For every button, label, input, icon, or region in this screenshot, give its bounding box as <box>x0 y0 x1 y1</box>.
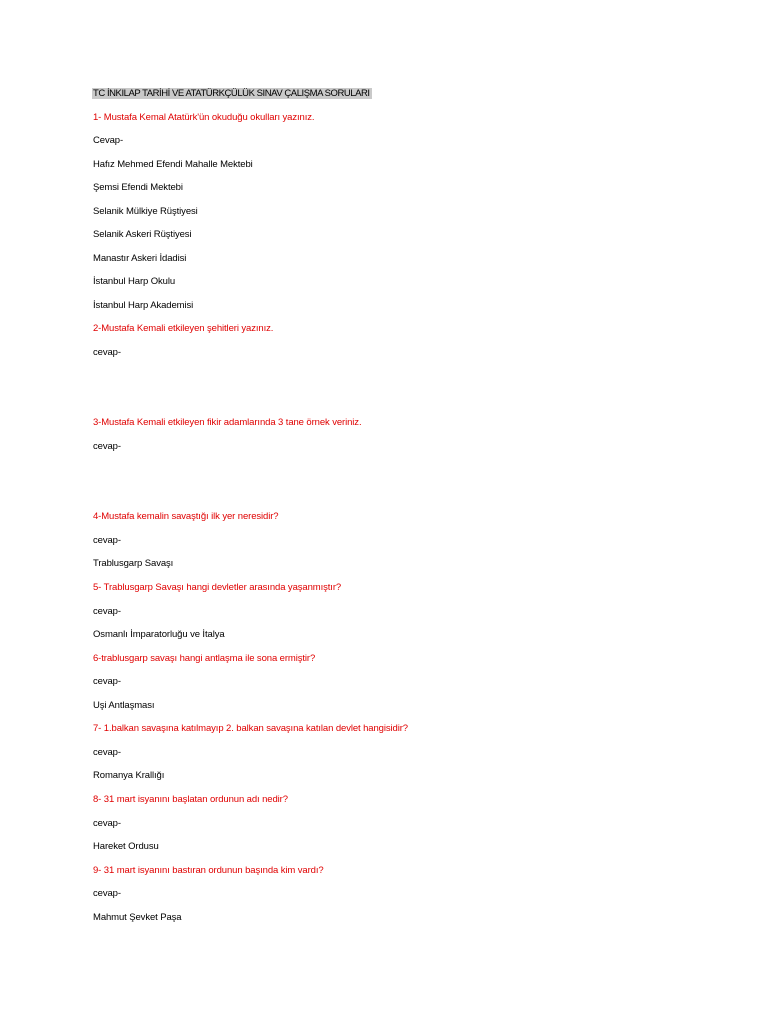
answer-label-4: cevap- <box>93 535 121 546</box>
answer-9: Mahmut Şevket Paşa <box>93 912 182 923</box>
question-9: 9- 31 mart isyanını bastıran ordunun başında kim vardı? <box>93 865 324 876</box>
answer-label-1: Cevap- <box>93 135 124 146</box>
answer-5: Osmanlı İmparatorluğu ve İtalya <box>93 629 225 640</box>
answer-4: Trablusgarp Savaşı <box>93 558 174 569</box>
document-title: TC İNKILAP TARİHİ VE ATATÜRKÇÜLÜK SINAV ÇALIŞMA SORULARI <box>93 88 370 99</box>
answer-1-school-4: Selanik Askeri Rüştiyesi <box>93 229 192 240</box>
answer-6: Uşi Antlaşması <box>93 700 155 711</box>
answer-label-3: cevap- <box>93 441 121 452</box>
answer-1-school-3: Selanik Mülkiye Rüştiyesi <box>93 206 198 217</box>
question-7: 7- 1.balkan savaşına katılmayıp 2. balkan savaşına katılan devlet hangisidir? <box>93 723 408 734</box>
question-1: 1- Mustafa Kemal Atatürk'ün okuduğu okulları yazınız. <box>93 112 315 123</box>
question-3: 3-Mustafa Kemali etkileyen fikir adamlarında 3 tane örnek veriniz. <box>93 417 362 428</box>
answer-1-school-5: Manastır Askeri İdadisi <box>93 253 187 264</box>
answer-1-school-7: İstanbul Harp Akademisi <box>93 300 194 311</box>
answer-label-9: cevap- <box>93 888 121 899</box>
answer-label-6: cevap- <box>93 676 121 687</box>
question-2: 2-Mustafa Kemali etkileyen şehitleri yazınız. <box>93 323 274 334</box>
answer-label-5: cevap- <box>93 606 121 617</box>
question-6: 6-trablusgarp savaşı hangi antlaşma ile sona ermiştir? <box>93 653 316 664</box>
question-5: 5- Trablusgarp Savaşı hangi devletler arasında yaşanmıştır? <box>93 582 342 593</box>
answer-1-school-2: Şemsi Efendi Mektebi <box>93 182 183 193</box>
answer-7: Romanya Krallığı <box>93 770 165 781</box>
question-8: 8- 31 mart isyanını başlatan ordunun adı nedir? <box>93 794 288 805</box>
answer-8: Hareket Ordusu <box>93 841 159 852</box>
answer-1-school-6: İstanbul Harp Okulu <box>93 276 176 287</box>
answer-label-2: cevap- <box>93 347 121 358</box>
question-4: 4-Mustafa kemalin savaştığı ilk yer neresidir? <box>93 511 279 522</box>
answer-label-7: cevap- <box>93 747 121 758</box>
answer-label-8: cevap- <box>93 818 121 829</box>
answer-1-school-1: Hafız Mehmed Efendi Mahalle Mektebi <box>93 159 253 170</box>
document-title-line <box>93 88 372 100</box>
